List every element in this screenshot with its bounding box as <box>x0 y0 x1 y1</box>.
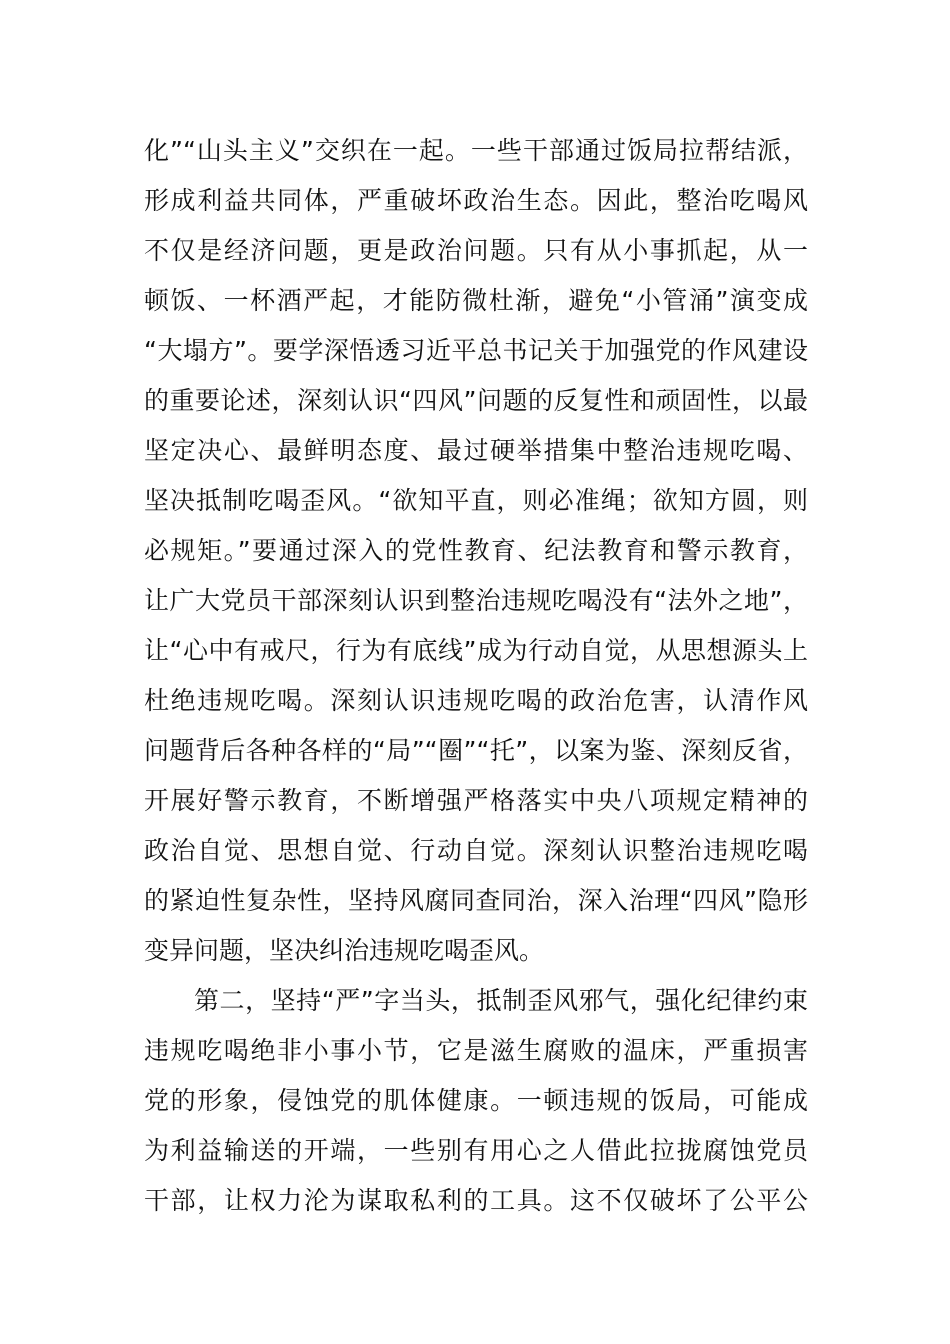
text-line: 干部，让权力沦为谋取私利的工具。这不仅破坏了公平公 <box>144 1186 808 1215</box>
text-line: 化”“山头主义”交织在一起。一些干部通过饭局拉帮结派， <box>144 136 808 165</box>
document-body <box>144 126 808 1226</box>
text-line: 违规吃喝绝非小事小节，它是滋生腐败的温床，严重损害 <box>144 1036 808 1065</box>
text-line: 开展好警示教育，不断增强严格落实中央八项规定精神的 <box>144 786 808 815</box>
text-line: 顿饭、一杯酒严起，才能防微杜渐，避免“小管涌”演变成 <box>144 286 808 315</box>
text-line: 为利益输送的开端，一些别有用心之人借此拉拢腐蚀党员 <box>144 1136 808 1165</box>
text-line: 坚定决心、最鲜明态度、最过硬举措集中整治违规吃喝、 <box>144 436 808 465</box>
text-line: 让广大党员干部深刻认识到整治违规吃喝没有“法外之地”， <box>144 586 808 615</box>
text-line: 形成利益共同体，严重破坏政治生态。因此，整治吃喝风 <box>144 186 808 215</box>
text-line: 让“心中有戒尺，行为有底线”成为行动自觉，从思想源头上 <box>144 636 808 665</box>
text-line: “大塌方”。要学深悟透习近平总书记关于加强党的作风建设 <box>144 336 808 365</box>
paragraph-2 <box>144 976 808 1226</box>
text-line: 变异问题，坚决纠治违规吃喝歪风。 <box>144 936 545 965</box>
text-line: 必规矩。”要通过深入的党性教育、纪法教育和警示教育， <box>144 536 808 565</box>
paragraph-1 <box>144 126 808 976</box>
text-line: 政治自觉、思想自觉、行动自觉。深刻认识整治违规吃喝 <box>144 836 808 865</box>
text-line: 杜绝违规吃喝。深刻认识违规吃喝的政治危害，认清作风 <box>144 686 808 715</box>
text-line: 党的形象，侵蚀党的肌体健康。一顿违规的饭局，可能成 <box>144 1086 808 1115</box>
text-line: 的紧迫性复杂性，坚持风腐同查同治，深入治理“四风”隐形 <box>144 886 808 915</box>
text-line: 不仅是经济问题，更是政治问题。只有从小事抓起，从一 <box>144 236 808 265</box>
text-line: 坚决抵制吃喝歪风。“欲知平直，则必准绳；欲知方圆，则 <box>144 486 808 515</box>
text-line: 问题背后各种各样的“局”“圈”“托”，以案为鉴、深刻反省， <box>144 736 808 765</box>
text-line: 的重要论述，深刻认识“四风”问题的反复性和顽固性，以最 <box>144 386 808 415</box>
section-heading-line: 第二，坚持“严”字当头，抵制歪风邪气，强化纪律约束 <box>194 986 808 1015</box>
